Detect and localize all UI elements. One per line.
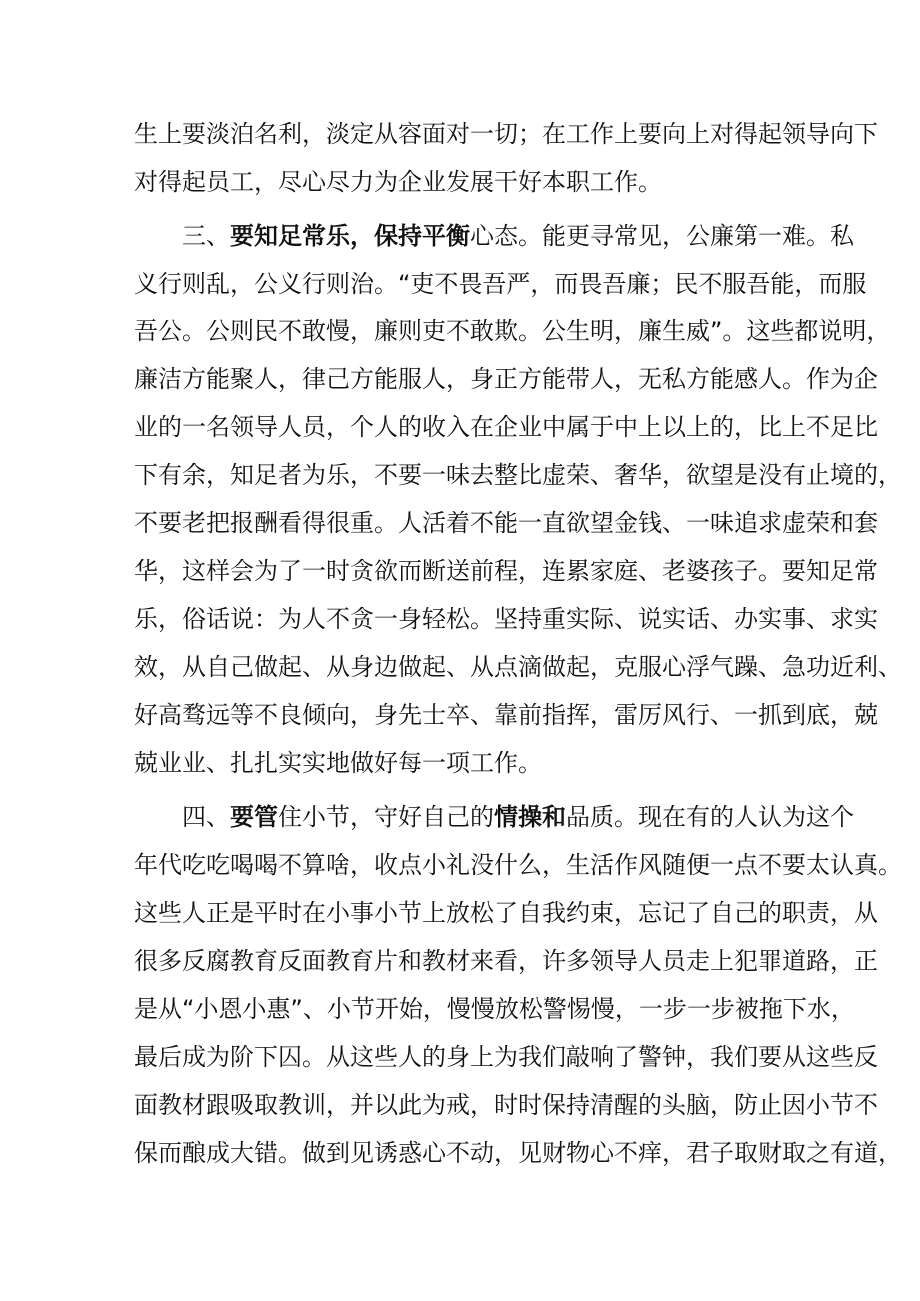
text-line: 好高骛远等不良倾向，身先士卒、靠前指挥，雷厉风行、一抓到底，兢	[134, 701, 878, 729]
text-line: 保而酿成大错。做到见诱惑心不动，见财物心不痒，君子取财取之有道，	[134, 1139, 902, 1167]
text-line: 很多反腐教育反面教育片和教材来看，许多领导人员走上犯罪道路，正	[134, 947, 878, 975]
section-heading-4: 四、要管住小节，守好自己的情操和品质。现在有的人认为这个	[182, 803, 854, 831]
text-line: 兢业业、扎扎实实地做好每一项工作。	[134, 749, 542, 777]
text-line: 最后成为阶下囚。从这些人的身上为我们敲响了警钟，我们要从这些反	[134, 1043, 878, 1071]
text-line: 华，这样会为了一时贪欲而断送前程，连累家庭、老婆孩子。要知足常	[134, 557, 878, 585]
text-line: 面教材跟吸取教训，并以此为戒，时时保持清醒的头脑，防止因小节不	[134, 1091, 878, 1119]
text-line: 对得起员工，尽心尽力为企业发展干好本职工作。	[134, 168, 662, 196]
text-line: 是从“小恩小惠”、小节开始，慢慢放松警惕慢，一步一步被拖下水，	[134, 995, 855, 1023]
text-line: 效，从自己做起、从身边做起、从点滴做起，克服心浮气躁、急功近利、	[134, 653, 902, 681]
text-line: 下有余，知足者为乐，不要一味去整比虚荣、奢华，欲望是没有止境的，	[134, 461, 902, 489]
text-line: 廉洁方能聚人，律己方能服人，身正方能带人，无私方能感人。作为企	[134, 365, 878, 393]
text-line: 吾公。公则民不敢慢，廉则吏不敢欺。公生明，廉生威”。这些都说明，	[134, 317, 891, 345]
text-line: 生上要淡泊名利，淡定从容面对一切；在工作上要向上对得起领导向下	[134, 120, 878, 148]
text-line: 义行则乱，公义行则治。“吏不畏吾严，而畏吾廉；民不服吾能，而服	[134, 270, 867, 298]
text-line: 年代吃吃喝喝不算啥，收点小礼没什么，生活作风随便一点不要太认真。	[134, 851, 902, 879]
text-line: 业的一名领导人员，个人的收入在企业中属于中上以上的，比上不足比	[134, 413, 878, 441]
section-heading-3: 三、要知足常乐，保持平衡心态。能更寻常见，公廉第一难。私	[182, 222, 854, 250]
text-line: 乐，俗话说：为人不贪一身轻松。坚持重实际、说实话、办实事、求实	[134, 605, 878, 633]
text-line: 这些人正是平时在小事小节上放松了自我约束，忘记了自己的职责，从	[134, 899, 878, 927]
text-line: 不要老把报酬看得很重。人活着不能一直欲望金钱、一味追求虚荣和套	[134, 509, 878, 537]
